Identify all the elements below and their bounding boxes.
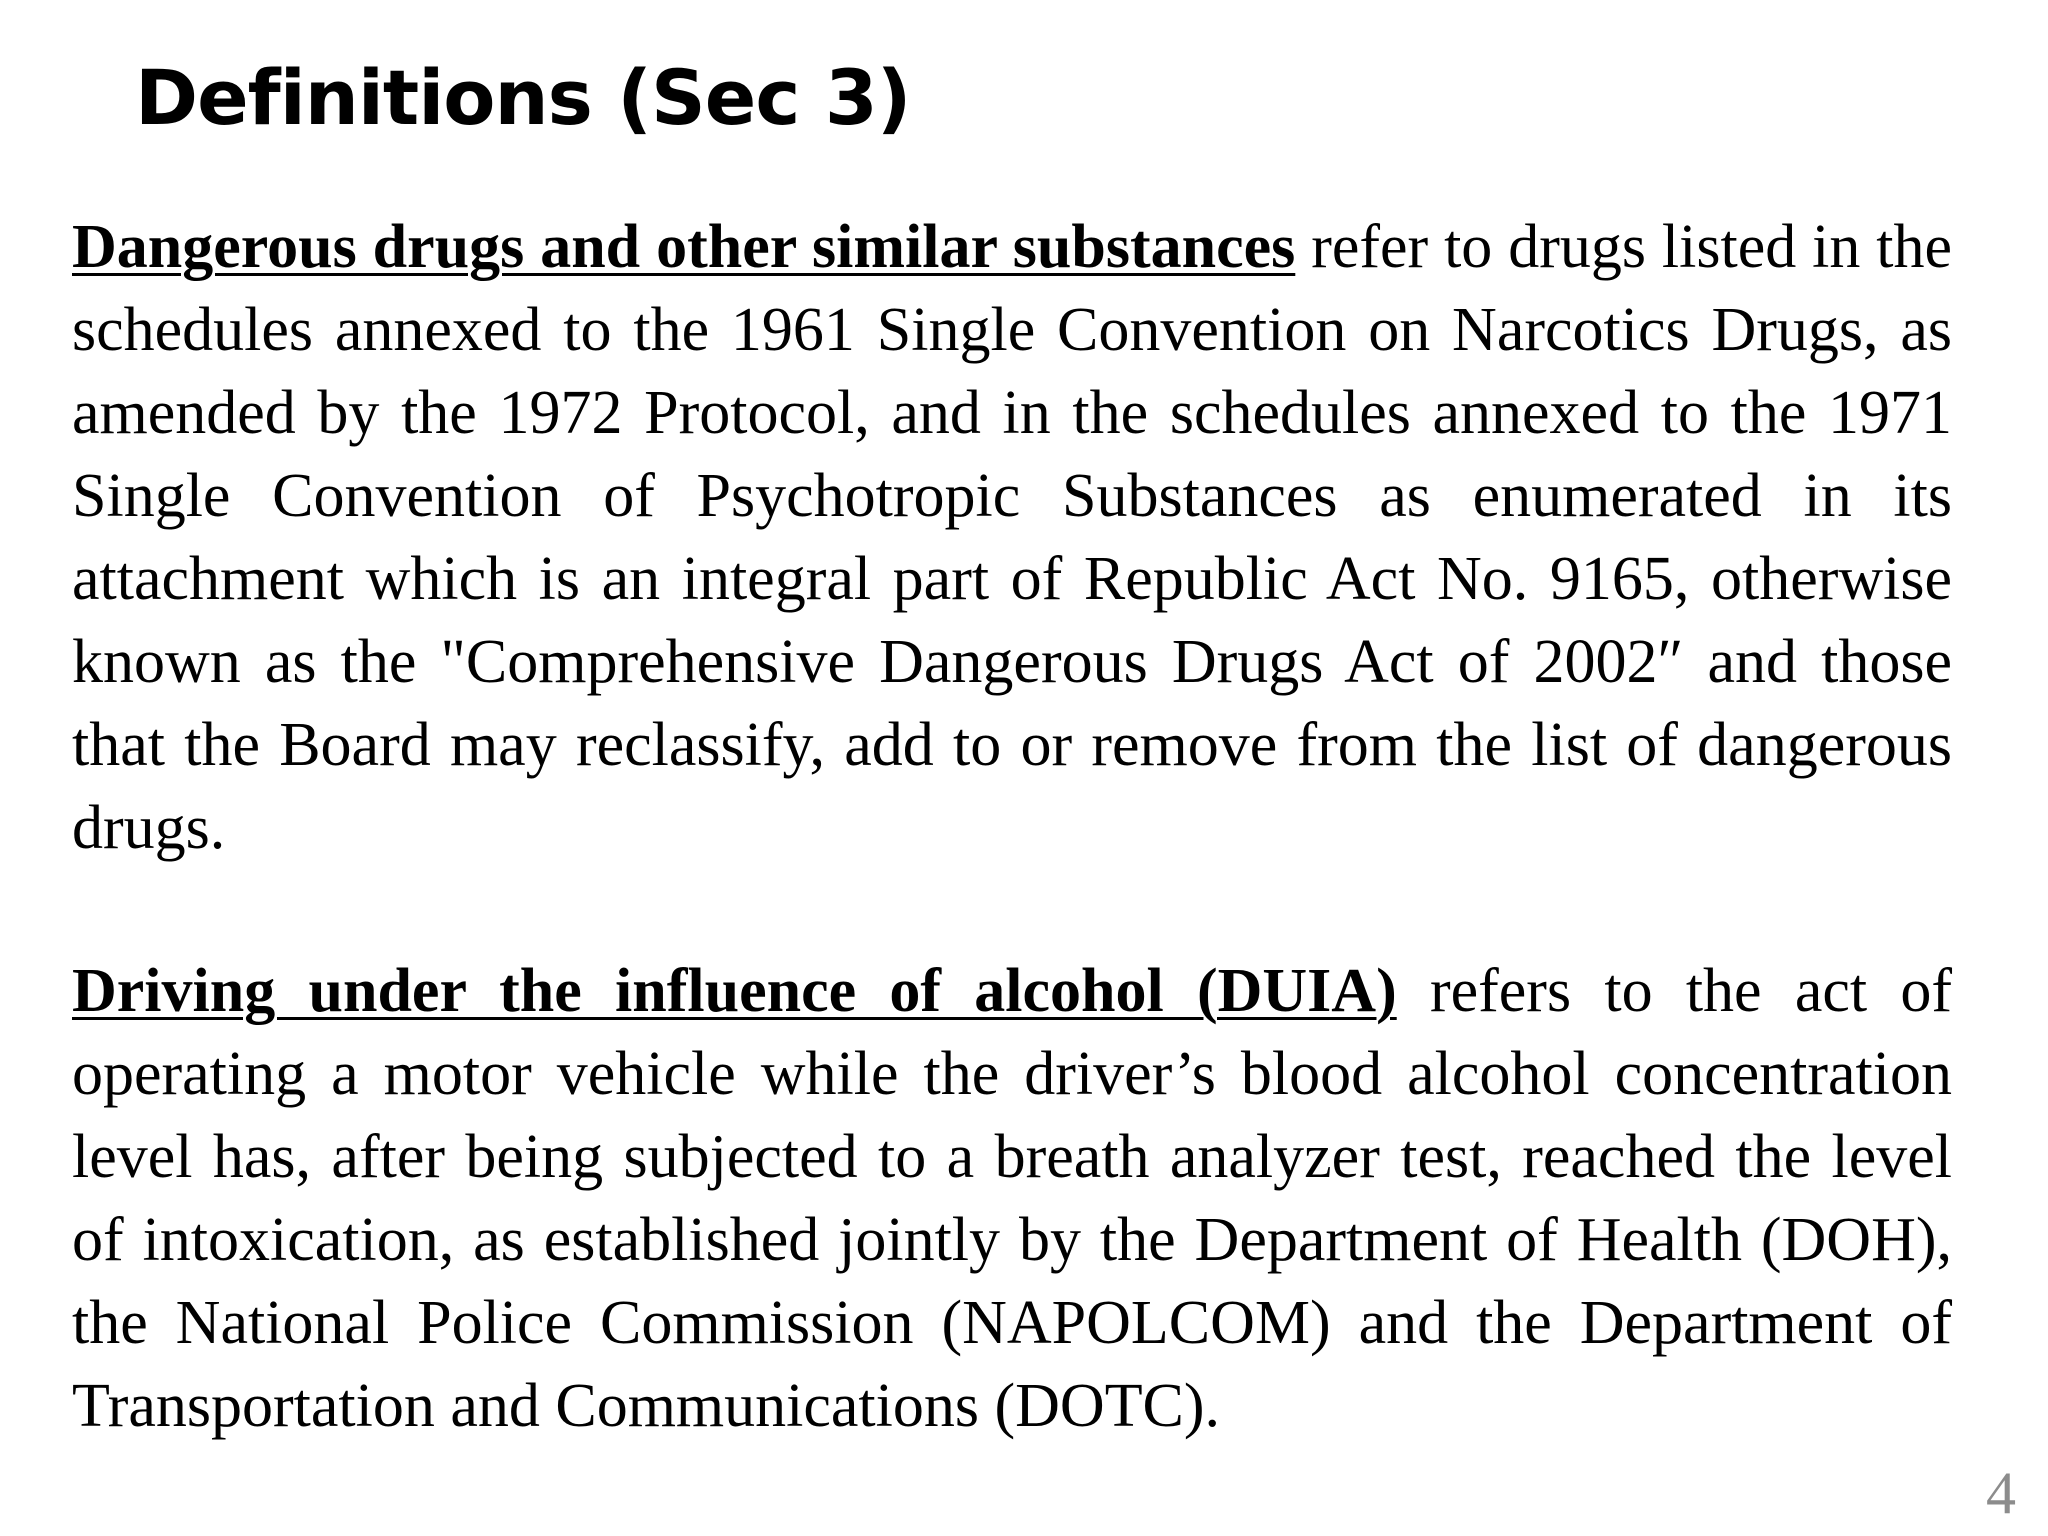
page-number: 4 — [1986, 1460, 2016, 1526]
definition-term: Driving under the influence of alcohol (DUIA) — [72, 957, 1397, 1025]
slide-title: Definitions (Sec 3) — [135, 53, 911, 142]
definition-duia — [72, 950, 1952, 1448]
definition-dangerous-drugs — [72, 206, 1952, 870]
definition-term: Dangerous drugs and other similar substances — [72, 213, 1296, 281]
definition-text: refers to the act of operating a motor vehicle while the driver’s blood alcohol concentration level has, after being subjected to a breath analyzer test, reached the level of intoxication, as established jointly by the Department of Health (DOH), the National Police Commission (NAPOLCOM) and the Department of Transportation and Communications (DOTC). — [72, 957, 1952, 1440]
definition-text: refer to drugs listed in the schedules annexed to the 1961 Single Convention on Narcotics Drugs, as amended by the 1972 Protocol, and in the schedules annexed to the 1971 Single Convention of Psychotropic Substances as enumerated in its attachment which is an integral part of Republic Act No. 9165, otherwise known as the "Comprehensive Dangerous Drugs Act of 2002″ and those that the Board may reclassify, add to or remove from the list of dangerous drugs. — [72, 213, 1952, 862]
